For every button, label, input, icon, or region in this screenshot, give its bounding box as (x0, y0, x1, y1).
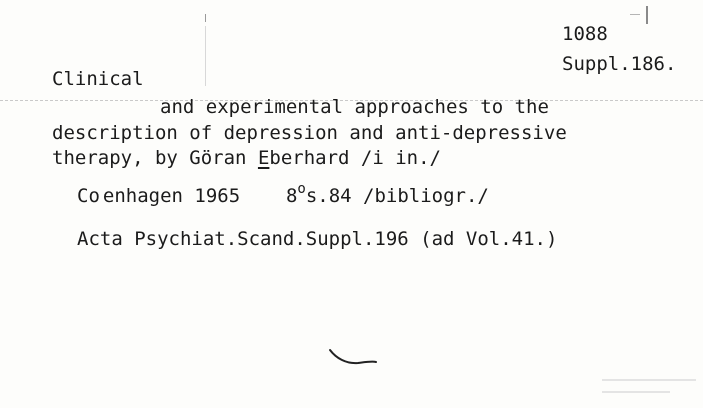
author-surname-rest: berhard /i in./ (269, 147, 441, 169)
series-line: Acta Psychiat.Scand.Suppl.196 (ad Vol.41.) (77, 228, 558, 250)
title-line-2: description of depression and anti-depressive (52, 122, 567, 144)
stray-mark (205, 14, 206, 22)
column-guide-line (205, 26, 206, 86)
place-prefix: Co (77, 185, 100, 207)
format-degree: o (297, 180, 306, 197)
corner-mark (646, 6, 648, 24)
corner-dash (630, 14, 640, 15)
title-line-1: and experimental approaches to the (160, 96, 549, 118)
format-number: 8 (285, 185, 298, 207)
supplement-number: Suppl.186. (562, 53, 677, 75)
author-first-name: Göran (189, 147, 247, 169)
format-rest: s.84 /bibliogr./ (305, 185, 489, 207)
author-initial: E (257, 147, 270, 169)
title-line-3-text: therapy, by (52, 147, 190, 169)
imprint-line (77, 180, 489, 207)
shelf-number: 1088 (562, 23, 608, 45)
title-line-3 (52, 147, 441, 169)
heading-word: Clinical (52, 68, 144, 90)
pencil-scribble-icon (328, 344, 378, 368)
place-rest: enhagen 1965 (102, 185, 241, 207)
show-through-text (600, 372, 700, 406)
